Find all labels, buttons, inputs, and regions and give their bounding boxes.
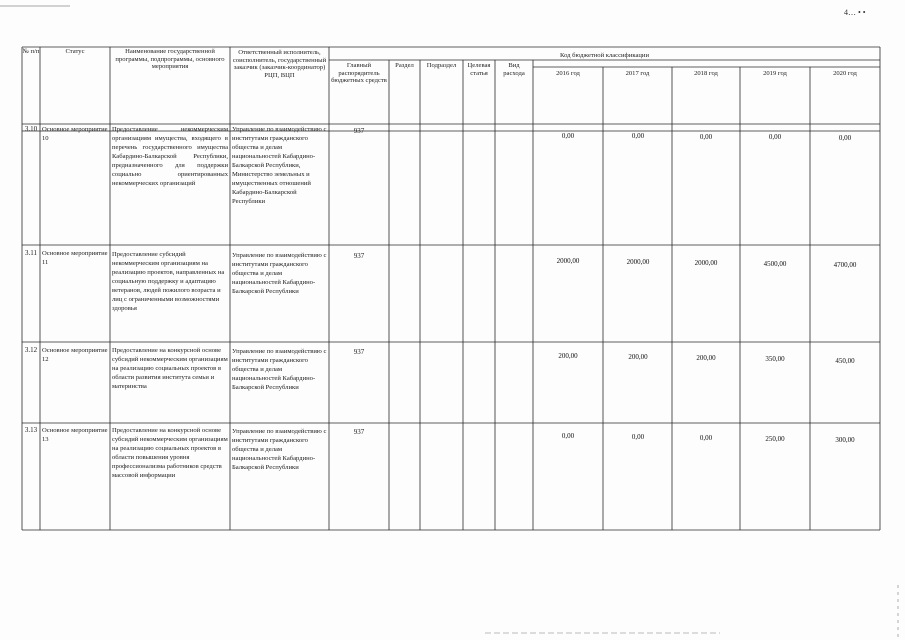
row-name: Предоставление субсидий некоммерческим организациям на реализацию проектов, направленных на социальную поддержку и адаптацию ветеранов, людей пожилого возраста и лиц с ограниченными возможностями здоровья (112, 251, 225, 312)
value-2020: 450,00 (835, 357, 855, 365)
row-name: Предоставление на конкурсной основе субсидий некоммерческим организациям на реализацию социальных проектов в области развития института семьи и материнства (112, 347, 228, 390)
header-razdel: Раздел (395, 62, 414, 69)
value-2019: 0,00 (768, 133, 782, 141)
value-2018: 0,00 (699, 133, 713, 141)
header-vid: Вид расхода (503, 62, 525, 77)
header-2017: 2017 год (625, 70, 650, 77)
header-status: Статус (65, 48, 85, 55)
row-number: 3.11 (25, 249, 37, 257)
value-2017: 2000,00 (626, 258, 650, 266)
row-grbs: 937 (353, 428, 365, 436)
row-number: 3.10 (24, 125, 38, 133)
row-status: Основное мероприятие 11 (42, 250, 108, 266)
header-code-group: Код бюджетной классификации (560, 52, 649, 59)
value-2018: 2000,00 (694, 259, 718, 267)
header-2016: 2016 год (556, 70, 580, 77)
header-podrazdel: Подраздел (426, 62, 457, 69)
value-2016: 0,00 (561, 432, 575, 440)
header-celevaya: Целевая статья (467, 62, 491, 77)
row-grbs: 937 (353, 127, 365, 135)
value-2018: 200,00 (696, 354, 716, 362)
row-name: Предоставление на конкурсной основе субсидий некоммерческим организациям на реализацию социальных проектов в области повышения уровня профессионализма работников средств массовой информации (112, 427, 228, 479)
row-number: 3.12 (24, 346, 38, 354)
row-executor: Управление по взаимодействию с институтами гражданского общества и делам национальностей Кабардино-Балкарской Республики (232, 348, 327, 391)
row-status: Основное мероприятие 10 (42, 126, 108, 142)
value-2016: 200,00 (558, 352, 578, 360)
row-name: Предоставление некоммерческим организациям имущества, входящего в перечень государственного имущества Кабардино-Балкарской Республики, предназначенного для поддержки социально ориентированных некоммерческих организаций (112, 126, 228, 187)
value-2016: 2000,00 (556, 257, 580, 265)
value-2020: 0,00 (838, 134, 852, 142)
row-grbs: 937 (353, 348, 365, 356)
row-grbs: 937 (353, 252, 365, 260)
value-2017: 0,00 (631, 433, 645, 441)
row-executor: Управление по взаимодействию с институтами гражданского общества и делам национальностей Кабардино-Балкарской Республики (232, 252, 327, 295)
header-name: Наименование государственной программы, подпрограммы, основного мероприятия (115, 48, 225, 71)
row-number: 3.13 (24, 426, 38, 434)
value-2017: 0,00 (631, 132, 645, 140)
value-2017: 200,00 (628, 353, 648, 361)
row-status: Основное мероприятие 12 (42, 347, 108, 363)
header-num: № п/п (22, 48, 40, 55)
row-executor: Управление по взаимодействию с институтами гражданского общества и делам национальностей Кабардино-Балкарской Республики (232, 428, 327, 471)
value-2019: 350,00 (765, 355, 785, 363)
header-2019: 2019 год (763, 70, 787, 77)
header-grbs: Главный распорядитель бюджетных средств (331, 62, 387, 85)
header-2020: 2020 год (833, 70, 857, 77)
value-2020: 300,00 (835, 436, 855, 444)
value-2018: 0,00 (699, 434, 713, 442)
row-status: Основное мероприятие 13 (42, 427, 108, 443)
value-2019: 250,00 (765, 435, 785, 443)
page-number-mark: 4… • • (844, 8, 866, 17)
value-2016: 0,00 (561, 132, 575, 140)
value-2020: 4700,00 (833, 261, 857, 269)
value-2019: 4500,00 (763, 260, 787, 268)
row-executor: Управление по взаимодействию с институтами гражданского общества и делам национальностей Кабардино-Балкарской Республики, Министерство земельных и имущественных отношений Кабардино-Балкарской Республики (232, 126, 327, 205)
header-2018: 2018 год (694, 70, 718, 77)
header-executor: Ответственный исполнитель, соисполнитель, государственный заказчик (заказчик-координатор) РЦП, ВЦП (232, 49, 327, 79)
